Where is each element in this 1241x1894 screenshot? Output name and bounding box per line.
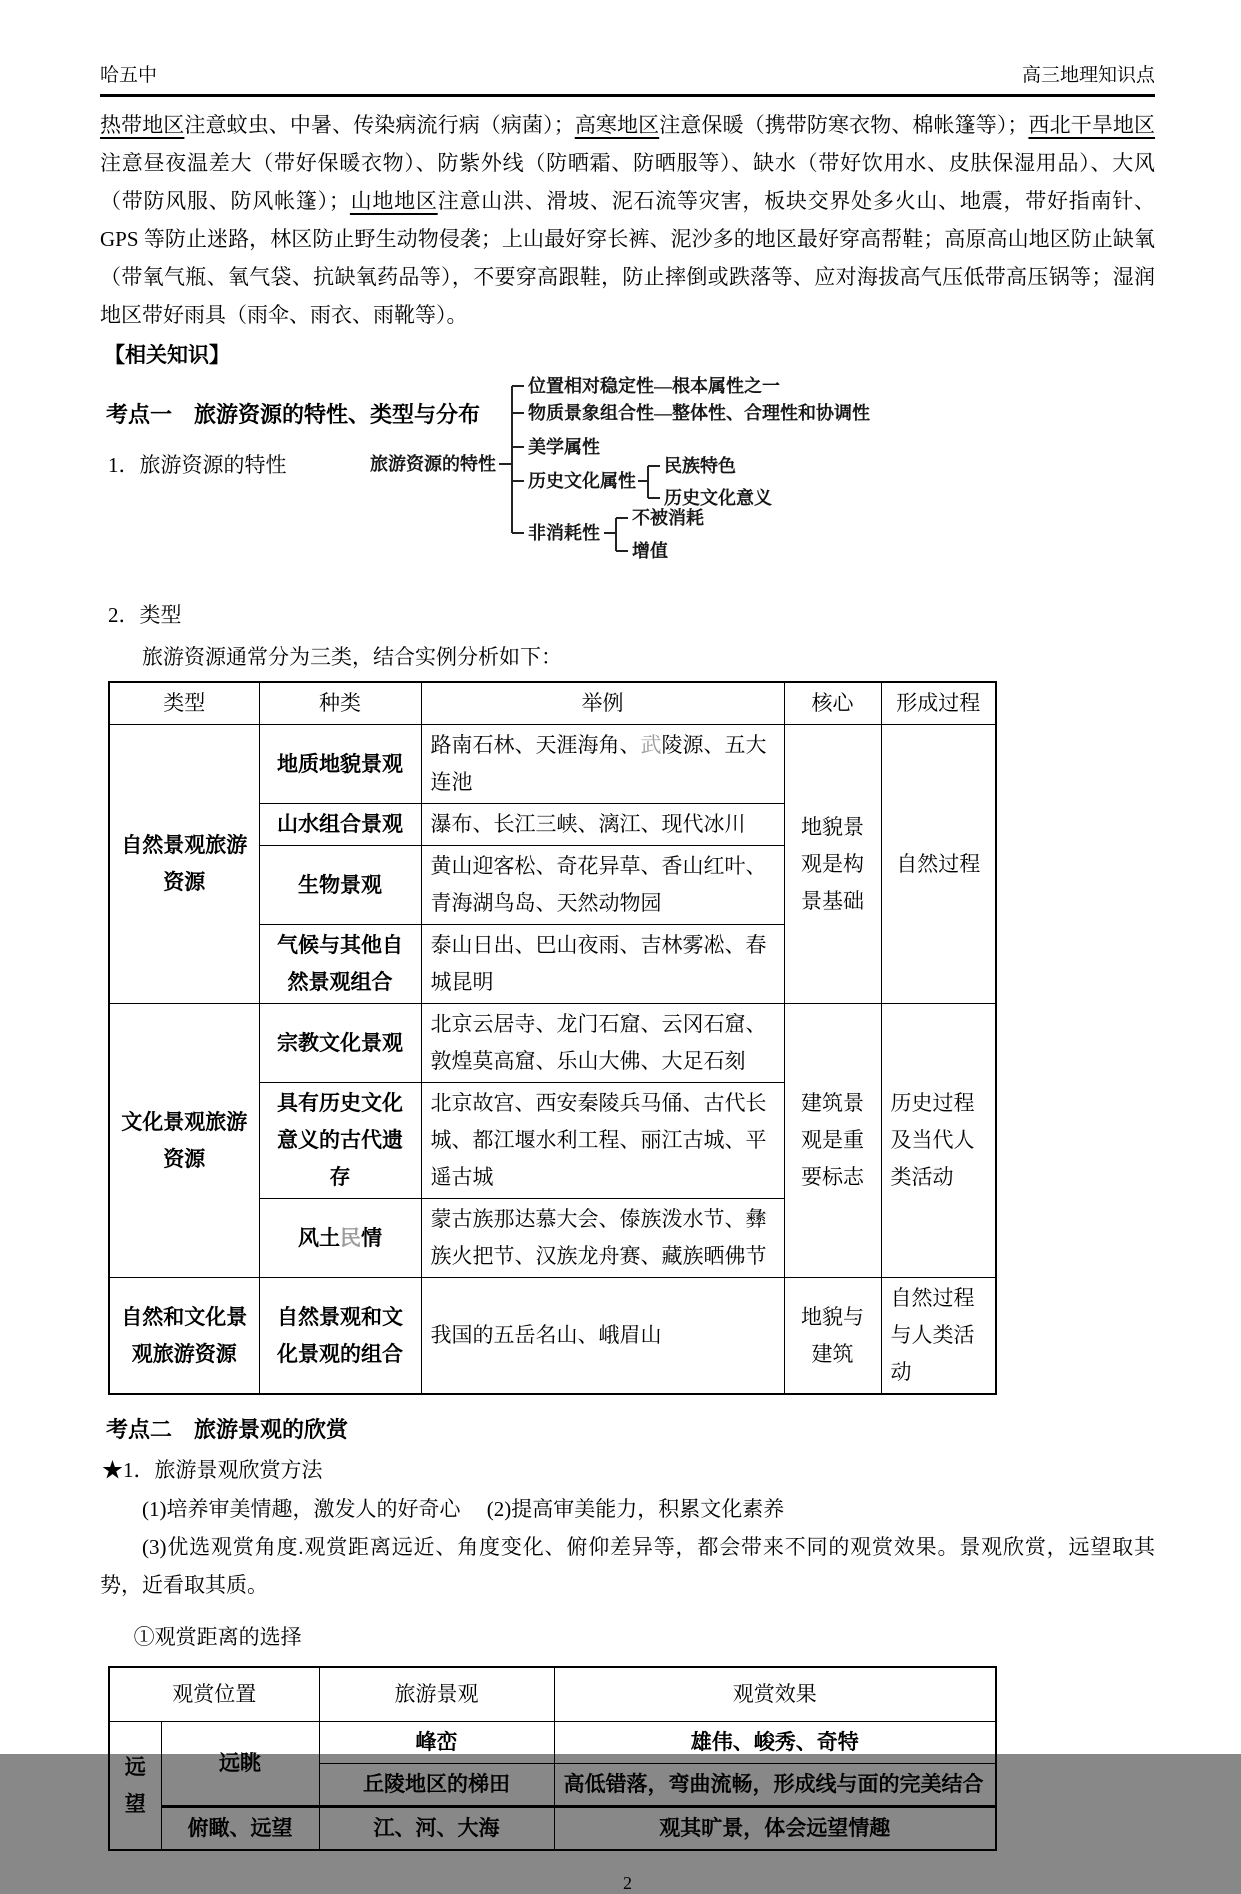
table-cell: 自然景观和文化景观的组合	[259, 1278, 421, 1395]
underlined-region-term: 西北干旱地区	[1028, 113, 1156, 137]
table-cell: 地貌景观是构景基础	[784, 725, 881, 1004]
table-body	[109, 1722, 996, 1851]
table-cell: 自然过程	[881, 725, 996, 1004]
text-run: 注意山洪、滑坡、泥石流等灾害，板块交界处多火山、地震，带好指南针、GPS 等防止迷路，林区防止野生动物侵袭；上山最好穿长裤、泥沙多的地区最好穿高帮鞋；高原高山地区防止缺氧（带氧气瓶、氧气袋、抗缺氧药品等），不要穿高跟鞋，防止摔倒或跌落等、应对海拔高气压低带高压锅等；湿润地区带好雨具（雨伞、雨衣、雨靴等）。	[100, 189, 1156, 327]
table-cell: 自然和文化景观旅游资源	[109, 1278, 259, 1395]
column-header: 形成过程	[881, 682, 996, 725]
table-cell: 山水组合景观	[259, 804, 421, 846]
faded-character: 武	[640, 733, 662, 757]
table-cell: 气候与其他自然景观组合	[259, 925, 421, 1004]
diagram-branch-label: 物质景象组合性—整体性、合理性和协调性	[528, 403, 870, 423]
diagram-branch-label: 位置相对稳定性—根本属性之一	[528, 376, 780, 396]
star-item-1: ★1．旅游景观欣赏方法	[102, 1458, 323, 1482]
table-cell: 我国的五岳名山、峨眉山	[421, 1278, 784, 1395]
faded-character: 民	[340, 1225, 361, 1250]
table-cell: 江、河、大海	[319, 1807, 554, 1851]
table-cell: 瀑布、长江三峡、漓江、现代冰川	[421, 804, 784, 846]
table-body	[109, 725, 996, 1395]
table-row	[109, 1004, 996, 1083]
diagram-leaf-label: 民族特色	[664, 456, 736, 476]
table-row	[109, 1722, 996, 1764]
table-cell: 高低错落，弯曲流畅，形成线与面的完美结合	[554, 1764, 996, 1807]
kaodian2-heading: 考点二 旅游景观的欣赏	[106, 1417, 349, 1442]
travel-precautions-paragraph	[100, 106, 1155, 334]
underlined-region-term: 山地地区	[349, 189, 438, 213]
table-cell: 自然景观旅游资源	[109, 725, 259, 1004]
related-knowledge-heading: 【相关知识】	[104, 343, 230, 367]
table-cell: 建筑景观是重要标志	[784, 1004, 881, 1278]
table-cell: 宗教文化景观	[259, 1004, 421, 1083]
table-cell: 远望	[109, 1722, 161, 1851]
column-header: 核心	[784, 682, 881, 725]
tourism-resource-characteristics-diagram	[366, 371, 931, 583]
table-row	[109, 1807, 996, 1851]
table-cell: 文化景观旅游资源	[109, 1004, 259, 1278]
kaodian1-heading: 考点一 旅游资源的特性、类型与分布	[106, 402, 481, 427]
underlined-region-term: 热带地区	[100, 113, 185, 137]
table-cell: 俯瞰、远望	[161, 1807, 319, 1851]
diagram-branch-label: 历史文化属性	[528, 471, 636, 491]
column-header: 种类	[259, 682, 421, 725]
item-2-label: 2．类型	[108, 603, 182, 627]
diagram-leaf-label: 增值	[632, 541, 668, 561]
table-cell: 蒙古族那达慕大会、傣族泼水节、彝族火把节、汉族龙舟赛、藏族晒佛节	[421, 1199, 784, 1278]
table-cell: 丘陵地区的梯田	[319, 1764, 554, 1807]
circle-item-1: ①观赏距离的选择	[133, 1625, 302, 1649]
tourism-resource-types-table	[108, 681, 997, 1395]
text-run: 注意保暖（携带防寒衣物、棉帐篷等）；	[659, 113, 1029, 137]
text-run: 注意昼夜温差大（带好保暖衣物）、防紫外线（防晒霜、防晒服等）、缺水（带好饮用水、皮肤保湿用品）、大风（带防风服、防风帐篷）；	[100, 151, 1155, 213]
column-header: 观赏位置	[109, 1667, 319, 1722]
item-1-label: 1．旅游资源的特性	[108, 453, 287, 477]
table-cell: 黄山迎客松、奇花异草、香山红叶、青海湖鸟岛、天然动物园	[421, 846, 784, 925]
viewing-distance-table	[108, 1666, 997, 1851]
page-header	[100, 60, 1155, 97]
table-row	[109, 725, 996, 804]
underlined-region-term: 高寒地区	[574, 113, 660, 137]
diagram-root-label: 旅游资源的特性	[370, 454, 496, 474]
table-cell: 雄伟、峻秀、奇特	[554, 1722, 996, 1764]
table-cell: 生物景观	[259, 846, 421, 925]
text-run: 注意蚊虫、中暑、传染病流行病（病菌）；	[184, 113, 575, 137]
table-cell: 风土民情	[259, 1199, 421, 1278]
table-row	[109, 1278, 996, 1395]
table-cell: 路南石林、天涯海角、武陵源、五大连池	[421, 725, 784, 804]
diagram-leaf-label: 历史文化意义	[664, 488, 772, 508]
diagram-branch-label: 非消耗性	[528, 523, 600, 543]
table1-intro-line: 旅游资源通常分为三类，结合实例分析如下：	[142, 645, 562, 669]
table-header-row	[109, 1667, 996, 1722]
table-cell: 历史过程及当代人类活动	[881, 1004, 996, 1278]
table-cell: 远眺	[161, 1722, 319, 1807]
table-cell: 观其旷景，体会远望情趣	[554, 1807, 996, 1851]
header-school-name: 哈五中	[100, 65, 158, 86]
diagram-leaf-label: 不被消耗	[632, 508, 704, 528]
table-cell: 自然过程与人类活动	[881, 1278, 996, 1395]
column-header: 类型	[109, 682, 259, 725]
table-cell: 峰峦	[319, 1722, 554, 1764]
method-line-1: (1)培养审美情趣，激发人的好奇心 (2)提高审美能力，积累文化素养	[142, 1497, 785, 1521]
table-cell: 泰山日出、巴山夜雨、吉林雾凇、春城昆明	[421, 925, 784, 1004]
page-number: 2	[623, 1873, 632, 1893]
table-cell: 具有历史文化意义的古代遗存	[259, 1083, 421, 1199]
table-header-row	[109, 682, 996, 725]
table-cell: 地貌与建筑	[784, 1278, 881, 1395]
column-header: 举例	[421, 682, 784, 725]
column-header: 旅游景观	[319, 1667, 554, 1722]
column-header: 观赏效果	[554, 1667, 996, 1722]
method-line-2: (3)优选观赏角度.观赏距离远近、角度变化、俯仰差异等，都会带来不同的观赏效果。景观欣赏，远望取其势，近看取其质。	[100, 1535, 1155, 1597]
table-cell: 北京云居寺、龙门石窟、云冈石窟、敦煌莫高窟、乐山大佛、大足石刻	[421, 1004, 784, 1083]
table-cell: 北京故宫、西安秦陵兵马俑、古代长城、都江堰水利工程、丽江古城、平遥古城	[421, 1083, 784, 1199]
header-subject: 高三地理知识点	[1021, 65, 1155, 86]
table-cell: 地质地貌景观	[259, 725, 421, 804]
diagram-branch-label: 美学属性	[528, 437, 600, 457]
